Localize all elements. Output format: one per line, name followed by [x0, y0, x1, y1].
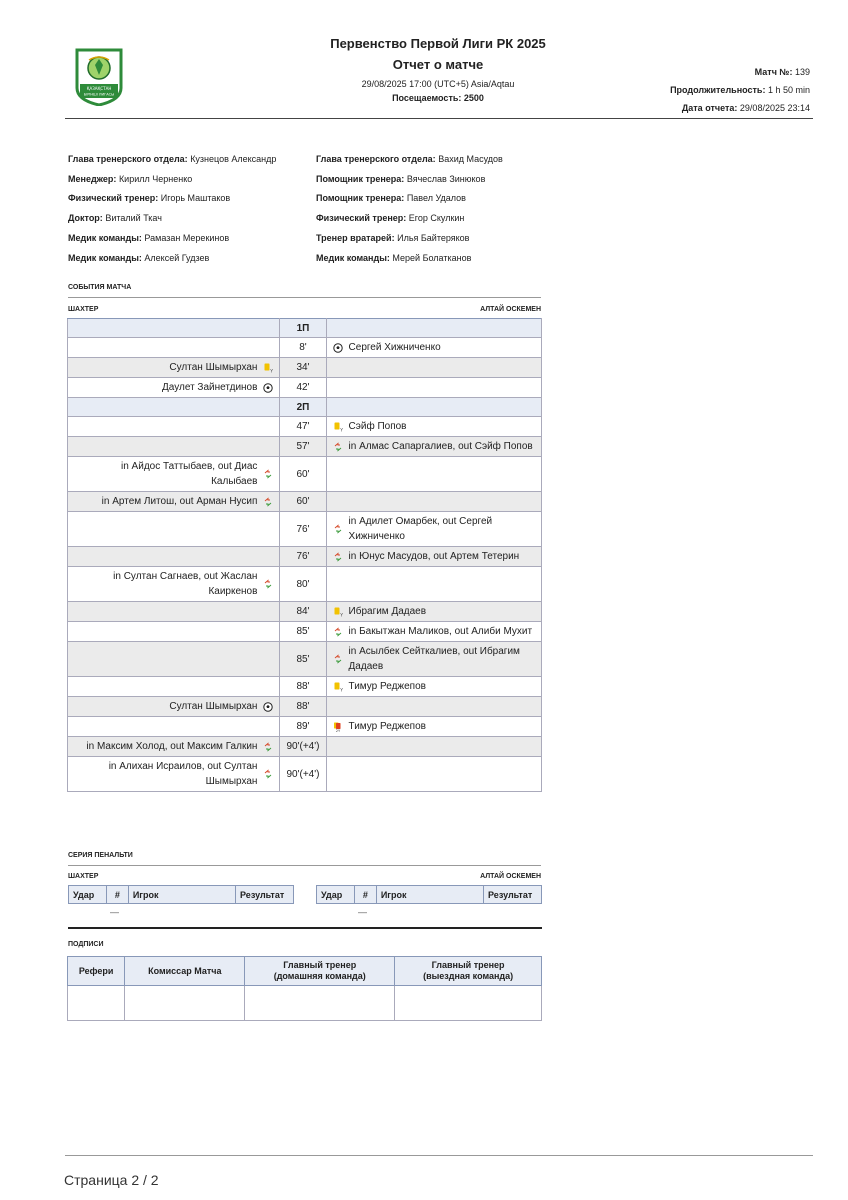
staff-row: [316, 209, 503, 229]
half-header-row: [68, 398, 542, 417]
away-event: [333, 719, 537, 734]
staff-row: [68, 150, 276, 170]
event-minute: 85': [280, 622, 326, 642]
substitution-icon: [263, 579, 273, 589]
event-text: in Асылбек Сейткалиев, out Ибрагим Дадаев: [348, 646, 520, 672]
events-divider: [68, 297, 541, 298]
away-event: [333, 604, 537, 619]
event-text: in Максим Холод, out Максим Галкин: [86, 741, 258, 752]
away-staff: [316, 150, 503, 268]
goal-ball-icon: [263, 702, 273, 712]
staff-role: Доктор:: [68, 213, 103, 224]
sig-cell-commissioner: [125, 986, 245, 1021]
away-event: [333, 439, 537, 454]
event-text: Сергей Хижниченко: [348, 342, 441, 353]
away-event: [333, 419, 537, 434]
event-text: in Адилет Омарбек, out Сергей Хижниченко: [348, 516, 493, 542]
penalties-away-team: АЛТАЙ ОСКЕМЕН: [480, 873, 541, 880]
staff-name: Павел Удалов: [406, 193, 466, 204]
event-text: in Артем Литош, out Арман Нусип: [101, 496, 258, 507]
away-event: [333, 549, 537, 564]
event-minute: 60': [280, 457, 326, 492]
report-header: [230, 35, 646, 103]
staff-role: Физический тренер:: [68, 193, 159, 204]
home-event: [72, 739, 273, 754]
col-player: Игрок: [128, 886, 235, 904]
event-minute: 85': [280, 642, 326, 677]
staff-name: Игорь Маштаков: [160, 193, 231, 204]
sig-header-home-coach: Главный тренер (домашняя команда): [245, 957, 395, 986]
event-row: [68, 697, 542, 717]
substitution-icon: [333, 442, 343, 452]
staff-role: Глава тренерского отдела:: [316, 154, 436, 164]
event-minute: 57': [280, 437, 326, 457]
staff-name: Егор Скулкин: [408, 213, 465, 224]
signatures-table: [67, 956, 542, 1021]
substitution-icon: [263, 769, 273, 779]
events-home-team: ШАХТЕР: [68, 306, 99, 313]
staff-name: Вячеслав Зинюков: [406, 173, 486, 184]
match-duration: Продолжительность: 1 h 50 min: [670, 85, 810, 95]
attendance: Посещаемость: 2500: [392, 93, 484, 103]
event-row: [68, 642, 542, 677]
col-shot: Удар: [317, 886, 355, 904]
page-number: Страница 2 / 2: [64, 1172, 159, 1188]
staff-role: Тренер вратарей:: [316, 232, 395, 243]
staff-role: Медик команды:: [68, 252, 142, 263]
event-minute: 76': [280, 547, 326, 567]
staff-name: Илья Байтеряков: [397, 232, 470, 243]
away-event: [333, 644, 537, 674]
event-text: Тимур Реджепов: [348, 681, 426, 692]
event-row: [68, 512, 542, 547]
staff-name: Алексей Гудзев: [144, 252, 210, 263]
event-row: [68, 567, 542, 602]
staff-role: Медик команды:: [316, 252, 390, 263]
yellow-card-icon: [333, 422, 343, 432]
yellow-card-icon: [333, 607, 343, 617]
sig-header-away-coach: Главный тренер (выездная команда): [395, 957, 542, 986]
staff-row: [316, 189, 503, 209]
half-header-row: [68, 319, 542, 338]
away-event: [333, 624, 537, 639]
event-row: [68, 437, 542, 457]
home-event: [72, 380, 273, 395]
event-text: in Алихан Исраилов, out Султан Шымырхан: [108, 761, 258, 787]
event-row: [68, 547, 542, 567]
yellow-card-icon: [263, 363, 273, 373]
event-text: in Алмас Сапаргалиев, out Сэйф Попов: [348, 441, 533, 452]
svg-text:ҚАЗАҚСТАН: ҚАЗАҚСТАН: [86, 86, 112, 91]
home-event: [72, 494, 273, 509]
staff-role: Глава тренерского отдела:: [68, 154, 188, 164]
home-event: [72, 459, 273, 489]
staff-name: Кузнецов Александр: [190, 154, 277, 164]
footer-divider: [65, 1155, 813, 1156]
goal-ball-icon: [333, 343, 343, 353]
event-minute: 76': [280, 512, 326, 547]
second-yellow-card-icon: [333, 722, 343, 732]
penalties-section-title: СЕРИЯ ПЕНАЛЬТИ: [68, 852, 133, 859]
home-staff: [68, 150, 276, 268]
away-event: [333, 514, 537, 544]
staff-row: [316, 150, 503, 170]
staff-name: Рамазан Мерекинов: [144, 232, 230, 243]
event-row: [68, 622, 542, 642]
events-away-team: АЛТАЙ ОСКЕМЕН: [480, 306, 541, 313]
events-section-title: СОБЫТИЯ МАТЧА: [68, 284, 132, 291]
event-row: [68, 417, 542, 437]
col-result: Результат: [484, 886, 542, 904]
match-number: Матч №: 139: [754, 67, 810, 77]
event-text: in Султан Сагнаев, out Жаслан Каиркенов: [113, 571, 258, 597]
event-minute: 60': [280, 492, 326, 512]
staff-row: [68, 209, 276, 229]
event-text: Сэйф Попов: [348, 421, 407, 432]
sig-header-commissioner: Комиссар Матча: [125, 957, 245, 986]
staff-role: Помощник тренера:: [316, 193, 405, 204]
league-logo: [74, 48, 124, 106]
event-minute: 90'(+4'): [280, 737, 326, 757]
event-text: Даулет Зайнетдинов: [162, 382, 258, 393]
staff-name: Вахид Масудов: [438, 154, 503, 164]
svg-text:Y: Y: [270, 369, 274, 373]
event-row: [68, 457, 542, 492]
home-event: [72, 759, 273, 789]
penalties-divider: [68, 865, 541, 866]
event-row: [68, 677, 542, 697]
penalties-home-team: ШАХТЕР: [68, 873, 99, 880]
events-table: [67, 318, 542, 792]
goal-ball-icon: [263, 383, 273, 393]
staff-row: [68, 189, 276, 209]
svg-text:2Y: 2Y: [335, 728, 340, 732]
col-result: Результат: [236, 886, 294, 904]
staff-role: Помощник тренера:: [316, 173, 405, 184]
event-text: Султан Шымырхан: [169, 701, 258, 712]
away-penalty-table: [316, 885, 542, 904]
substitution-icon: [333, 524, 343, 534]
home-penalty-empty: —: [110, 907, 119, 917]
event-minute: 84': [280, 602, 326, 622]
event-row: [68, 602, 542, 622]
half-label: 1П: [280, 319, 326, 338]
header-divider: [65, 118, 813, 119]
staff-row: [316, 229, 503, 249]
event-minute: 47': [280, 417, 326, 437]
staff-name: Виталий Ткач: [105, 213, 162, 224]
event-minute: 34': [280, 358, 326, 378]
substitution-icon: [263, 742, 273, 752]
staff-name: Кирилл Черненко: [118, 173, 193, 184]
event-row: [68, 737, 542, 757]
svg-text:БІРІНШІ ЛИГАСЫ: БІРІНШІ ЛИГАСЫ: [83, 92, 115, 97]
staff-role: Медик команды:: [68, 232, 142, 243]
event-text: in Бакытжан Маликов, out Алиби Мухит: [348, 626, 533, 637]
event-minute: 42': [280, 378, 326, 398]
match-meta: [670, 63, 810, 117]
home-event: [72, 699, 273, 714]
staff-role: Менеджер:: [68, 173, 117, 184]
event-text: Тимур Реджепов: [348, 721, 426, 732]
svg-text:Y: Y: [339, 688, 343, 692]
event-row: [68, 717, 542, 737]
substitution-icon: [263, 497, 273, 507]
report-date: Дата отчета: 29/08/2025 23:14: [681, 103, 810, 113]
substitution-icon: [263, 469, 273, 479]
event-text: in Юнус Масудов, out Артем Тетерин: [348, 551, 520, 562]
event-text: in Айдос Таттыбаев, out Диас Калыбаев: [121, 461, 258, 487]
away-event: [333, 340, 537, 355]
event-text: Ибрагим Дадаев: [348, 606, 427, 617]
substitution-icon: [333, 552, 343, 562]
staff-row: [316, 170, 503, 190]
report-title: Первенство Первой Лиги РК 2025: [330, 36, 546, 51]
signatures-section-title: ПОДПИСИ: [68, 941, 104, 948]
event-row: [68, 492, 542, 512]
event-minute: 88': [280, 677, 326, 697]
away-penalty-empty: —: [358, 907, 367, 917]
event-row: [68, 338, 542, 358]
staff-row: [68, 249, 276, 269]
staff-name: Мерей Болатканов: [392, 252, 472, 263]
sig-cell-referee: [68, 986, 125, 1021]
staff-row: [316, 249, 503, 269]
col-shot: Удар: [69, 886, 107, 904]
event-minute: 80': [280, 567, 326, 602]
svg-text:Y: Y: [339, 613, 343, 617]
event-minute: 8': [280, 338, 326, 358]
home-penalty-table: [68, 885, 294, 904]
event-row: [68, 378, 542, 398]
substitution-icon: [333, 627, 343, 637]
home-event: [72, 569, 273, 599]
report-subtitle: Отчет о матче: [392, 57, 484, 72]
event-text: Султан Шымырхан: [169, 362, 258, 373]
away-event: [333, 679, 537, 694]
staff-role: Физический тренер:: [316, 213, 407, 224]
half-label: 2П: [280, 398, 326, 417]
sig-header-referee: Рефери: [68, 957, 125, 986]
sig-cell-away-coach: [395, 986, 542, 1021]
event-minute: 89': [280, 717, 326, 737]
staff-row: [68, 229, 276, 249]
penalties-bottom-rule: [68, 927, 542, 929]
event-row: [68, 358, 542, 378]
yellow-card-icon: [333, 682, 343, 692]
event-row: [68, 757, 542, 792]
substitution-icon: [333, 654, 343, 664]
staff-row: [68, 170, 276, 190]
home-event: [72, 360, 273, 375]
col-number: #: [354, 886, 376, 904]
col-number: #: [106, 886, 128, 904]
svg-text:Y: Y: [339, 428, 343, 432]
event-minute: 90'(+4'): [280, 757, 326, 792]
event-minute: 88': [280, 697, 326, 717]
col-player: Игрок: [376, 886, 483, 904]
match-datetime: 29/08/2025 17:00 (UTC+5) Asia/Aqtau: [361, 79, 515, 89]
sig-cell-home-coach: [245, 986, 395, 1021]
